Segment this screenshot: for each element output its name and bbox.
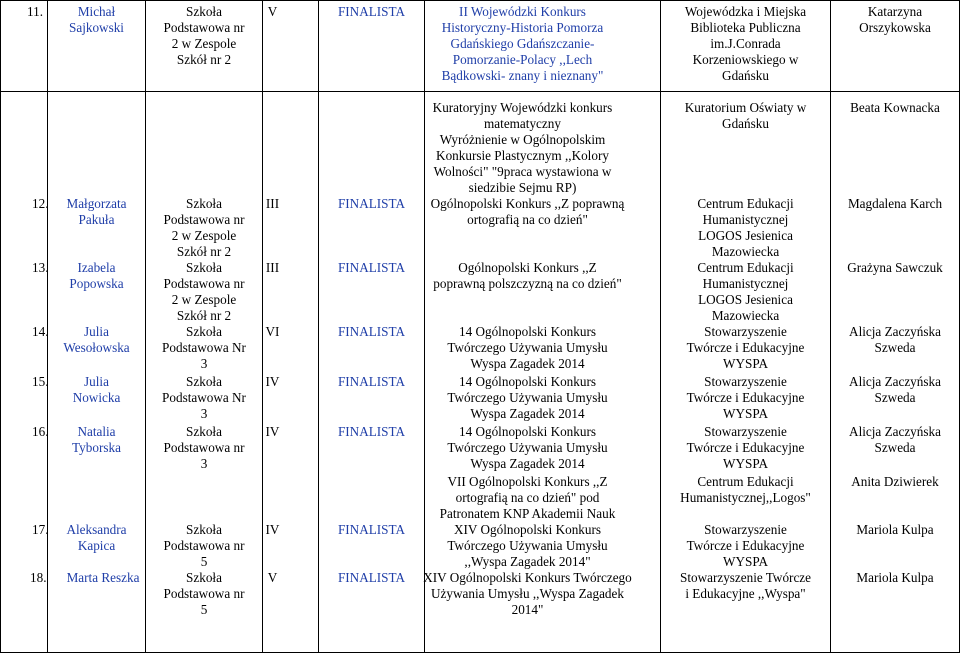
grade [245,324,300,340]
status-line: FINALISTA [337,424,406,439]
status-line: FINALISTA [337,324,406,339]
teacher-name [831,424,959,456]
student-name-line: Julia [84,374,109,389]
organizer-line: Stowarzyszenie [704,374,787,389]
contest-name-line: Wolności" "9praca wystawiona w [433,164,612,179]
grade-line: III [265,196,280,211]
organizer [661,522,830,570]
contest-name-line: matematyczny [484,116,561,131]
student-name-line: Pakuła [78,212,115,227]
teacher-name-line: Magdalena Karch [847,196,943,211]
organizer-line: Twórcze i Edukacyjne [686,538,805,553]
organizer-line: Twórcze i Edukacyjne [686,390,805,405]
school-name-line: Podstawowa nr [163,276,245,291]
organizer-line: Biblioteka Publiczna [690,20,801,35]
school-name-line: Szkoła [186,522,222,537]
status-line: FINALISTA [337,570,406,585]
school-name-line: 5 [200,554,208,569]
school-name-line: Szkół nr 2 [176,308,232,323]
contest-name-line: poprawną polszczyzną na co dzień" [433,276,622,291]
contest-name-line: 14 Ogólnopolski Konkurs [458,424,596,439]
teacher-name-line: Mariola Kulpa [856,522,934,537]
contest-name-line: Pomorzanie-Polacy ,,Lech [452,52,593,67]
contest-name-line: Ogólnopolski Konkurs ,,Z [458,260,597,275]
grade-line: III [265,260,280,275]
contest-name-line: Ogólnopolski Konkurs ,,Z poprawną [430,196,625,211]
teacher-name [831,522,959,538]
teacher-name [831,196,959,212]
row-number: 11. [27,4,43,19]
contest-name-line: Historyczny-Historia Pomorza [441,20,604,35]
teacher-name [831,324,959,356]
contest-name-line: Wyspa Zagadek 2014 [470,356,585,371]
organizer [661,474,830,506]
student-name-line: Nowicka [72,390,121,405]
row-number: 13. [32,260,49,275]
organizer-line: Stowarzyszenie [704,424,787,439]
organizer-line: WYSPA [723,406,768,421]
organizer-line: Twórcze i Edukacyjne [686,440,805,455]
contest-name-line: ortografią na co dzień" [467,212,588,227]
student-name-line: Natalia [77,424,116,439]
organizer [661,260,830,324]
student-name-line: Julia [84,324,109,339]
school-name-line: Szkoła [186,196,222,211]
teacher-name [831,570,959,586]
organizer-line: Kuratorium Oświaty w [684,100,807,115]
contest-name-line: 14 Ogólnopolski Konkurs [458,324,596,339]
organizer-line: WYSPA [723,456,768,471]
contest-name [405,100,640,196]
status-line: FINALISTA [337,196,406,211]
student-name [48,374,145,406]
organizer-line: Stowarzyszenie Twórcze [679,570,812,585]
grade [245,196,300,212]
organizer-line: Mazowiecka [711,308,780,323]
school-name-line: 2 w Zespole [171,292,237,307]
row-divider [0,91,960,92]
school-name-line: Podstawowa nr [163,20,245,35]
contest-name [405,424,650,472]
student-name-line: Izabela [77,260,116,275]
organizer-line: im.J.Conrada [710,36,781,51]
teacher-name-line: Katarzyna [867,4,923,19]
teacher-name-line: Grażyna Sawczuk [847,260,943,275]
school-name-line: 3 [200,356,208,371]
organizer-line: WYSPA [723,356,768,371]
school-name-line: Podstawowa Nr [162,340,246,355]
school-name-line: Szkoła [186,324,222,339]
student-name [48,324,145,356]
organizer-line: Mazowiecka [711,244,780,259]
student-name-line: Popowska [69,276,124,291]
teacher-name-line: Szweda [874,390,916,405]
contest-name [405,374,650,422]
organizer-line: WYSPA [723,554,768,569]
organizer-line: Stowarzyszenie [704,522,787,537]
row-number: 18. [30,570,47,585]
organizer-line: Centrum Edukacji [697,196,794,211]
grade-line: IV [265,522,280,537]
school-name-line: Szkół nr 2 [176,52,232,67]
organizer-line: Gdańsku [722,116,769,131]
organizer [661,196,830,260]
organizer-line: Centrum Edukacji [697,474,794,489]
contest-name-line: Wyspa Zagadek 2014 [470,406,585,421]
organizer-line: Stowarzyszenie [704,324,787,339]
row-number: 17. [32,522,49,537]
grade [245,260,300,276]
contest-name [405,196,650,228]
contest-name [405,570,650,618]
school-name-line: Szkoła [186,260,222,275]
school-name-line: Szkół nr 2 [176,244,232,259]
contest-name-line: Konkursie Plastycznym ,,Kolory [436,148,609,163]
contest-name [405,324,650,372]
contest-name-line: Bądkowski- znany i nieznany" [441,68,604,83]
organizer-line: LOGOS Jesienica [698,292,793,307]
teacher-name-line: Beata Kownacka [850,100,940,115]
student-name-line: Tyborska [72,440,121,455]
contest-name-line: 14 Ogólnopolski Konkurs [458,374,596,389]
status-line: FINALISTA [337,260,406,275]
organizer [661,100,830,132]
teacher-name [831,4,959,36]
school-name-line: 5 [200,602,208,617]
teacher-name [831,374,959,406]
organizer-line: i Edukacyjne ,,Wyspa" [685,586,806,601]
teacher-name [831,260,959,276]
organizer-line: Wojewódzka i Miejska [684,4,807,19]
school-name-line: Podstawowa nr [163,586,245,601]
organizer-line: Korzeniowskiego w [692,52,799,67]
student-name [48,196,145,228]
teacher-name-line: Alicja Zaczyńska [849,374,941,389]
grade-line: IV [265,424,280,439]
row-number: 15. [32,374,49,389]
grade [245,570,300,586]
contest-name-line: Używania Umysłu ,,Wyspa Zagadek [431,586,624,601]
school-name-line: Szkoła [186,4,222,19]
contest-name-line: siedzibie Sejmu RP) [468,180,577,195]
student-name [48,570,158,586]
student-name-line: Małgorzata [66,196,127,211]
school-name-line: Szkoła [186,374,222,389]
teacher-name-line: Anita Dziwierek [851,474,939,489]
organizer [661,424,830,472]
student-name [48,4,145,36]
organizer-line: Centrum Edukacji [697,260,794,275]
student-name-line: Sajkowski [69,20,124,35]
teacher-name [831,474,959,490]
teacher-name-line: Mariola Kulpa [856,570,934,585]
status-line: FINALISTA [337,4,406,19]
organizer [661,570,830,602]
organizer-line: Humanistycznej,,Logos" [680,490,811,505]
organizer-line: Humanistycznej [702,212,789,227]
teacher-name-line: Szweda [874,340,916,355]
organizer [661,324,830,372]
grade-line: VI [265,324,280,339]
row-number: 12. [32,196,49,211]
contest-name-line: XIV Ogólnopolski Konkurs [453,522,602,537]
school-name-line: Podstawowa nr [163,538,245,553]
school-name-line: 3 [200,406,208,421]
row-number: 14. [32,324,49,339]
grade [245,424,300,440]
contest-name-line: Patronatem KNP Akademii Nauk [439,506,616,521]
contest-name-line: ,,Wyspa Zagadek 2014" [464,554,591,569]
grade [245,374,300,390]
student-name-line: Michał [77,4,116,19]
contest-name-line: VII Ogólnopolski Konkurs ,,Z [447,474,608,489]
contest-name-line: Twórczego Używania Umysłu [447,538,608,553]
teacher-name-line: Alicja Zaczyńska [849,424,941,439]
student-name-line: Aleksandra [66,522,127,537]
contest-name-line: Twórczego Używania Umysłu [447,390,608,405]
student-name-line: Wesołowska [63,340,130,355]
contest-name-line: Twórczego Używania Umysłu [447,340,608,355]
school-name-line: 2 w Zespole [171,228,237,243]
organizer-line: LOGOS Jesienica [698,228,793,243]
grade-line: V [267,570,278,585]
contest-name-line: XIV Ogólnopolski Konkurs Twórczego [423,570,632,585]
contest-name-line: ortografią na co dzień" pod [455,490,600,505]
contest-name-line: Wyróżnienie w Ogólnopolskim [439,132,606,147]
organizer-line: Twórcze i Edukacyjne [686,340,805,355]
school-name-line: Szkoła [186,424,222,439]
student-name [48,522,145,554]
organizer [661,374,830,422]
school-name-line: 2 w Zespole [171,36,237,51]
contest-name [405,474,650,522]
organizer [661,4,830,84]
grade-line: IV [265,374,280,389]
teacher-name [831,100,959,116]
grade [245,4,300,20]
contest-name-line: Wyspa Zagadek 2014 [470,456,585,471]
contest-name-line: Gdańskiego Gdańszczanie- [450,36,595,51]
grade-line: V [267,4,278,19]
contest-name-line: II Wojewódzki Konkurs [459,4,586,19]
teacher-name-line: Szweda [874,440,916,455]
contest-name-line: Kuratoryjny Wojewódzki konkurs [432,100,613,115]
student-name-line: Kapica [77,538,116,553]
school-name-line: Podstawowa Nr [162,390,246,405]
organizer-line: Humanistycznej [702,276,789,291]
contest-name-line: 2014" [511,602,544,617]
grade [245,522,300,538]
contest-name [405,4,640,84]
student-name-line: Marta Reszka [66,570,140,585]
teacher-name-line: Orszykowska [859,20,931,35]
school-name-line: Szkoła [186,570,222,585]
student-name [48,260,145,292]
contest-name-line: Twórczego Używania Umysłu [447,440,608,455]
teacher-name-line: Alicja Zaczyńska [849,324,941,339]
contest-name [405,260,650,292]
contest-name [405,522,650,570]
school-name-line: 3 [200,456,208,471]
status-line: FINALISTA [337,374,406,389]
status-line: FINALISTA [337,522,406,537]
organizer-line: Gdańsku [722,68,769,83]
school-name-line: Podstawowa nr [163,440,245,455]
row-number: 16. [32,424,49,439]
student-name [48,424,145,456]
school-name-line: Podstawowa nr [163,212,245,227]
